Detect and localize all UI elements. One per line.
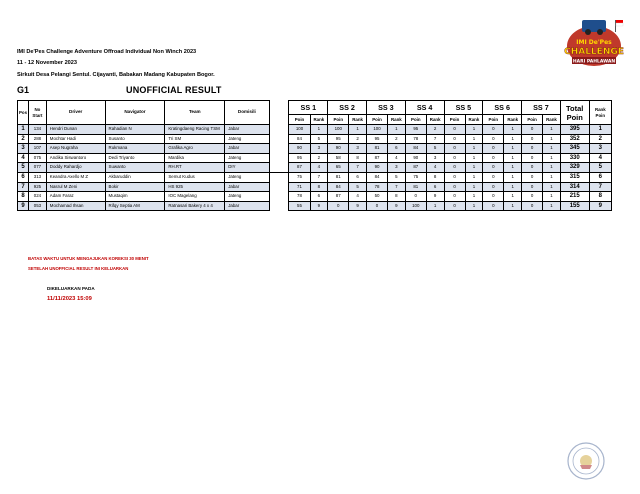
cell-ss-poin: 0 xyxy=(405,192,426,202)
cell-ss-rank: 1 xyxy=(504,144,522,154)
cell-ss-rank: 1 xyxy=(543,125,561,135)
cell-ss-rank: 4 xyxy=(426,163,444,173)
col-ss-2: SS 2 xyxy=(328,101,367,115)
col-total-poin: Total Poin xyxy=(560,101,589,125)
table-row xyxy=(18,144,612,154)
cell-ss-rank: 9 xyxy=(426,192,444,202)
cell-ss-poin: 90 xyxy=(328,144,349,154)
cell-navigator: Bokir xyxy=(105,182,165,192)
table-header xyxy=(18,101,612,125)
cell-ss-poin: 0 xyxy=(366,201,387,211)
row-gap xyxy=(269,125,289,135)
cell-team: Semut Kudus xyxy=(165,172,225,182)
event-venue: Sirkuit Desa Pelangi Sentul. Cijayanti, Babakan Madang Kabupaten Bogor. xyxy=(17,72,215,78)
cell-ss-rank: 1 xyxy=(543,201,561,211)
cell-no-start: 134 xyxy=(29,125,47,135)
row-gap xyxy=(269,153,289,163)
col-navigator: Navigator xyxy=(105,101,165,125)
cell-rank-poin: 9 xyxy=(589,201,611,211)
cell-domisili: Jabar xyxy=(225,125,269,135)
cell-ss-rank: 6 xyxy=(426,182,444,192)
cell-pos: 4 xyxy=(18,153,29,163)
cell-driver: Adam Faraz xyxy=(46,192,105,202)
cell-rank-poin: 8 xyxy=(589,192,611,202)
cell-navigator: Mustaqim xyxy=(105,192,165,202)
cell-ss-poin: 95 xyxy=(366,134,387,144)
col-ss-rank: Rank xyxy=(388,115,406,125)
col-ss-poin: Poin xyxy=(289,115,310,125)
cell-ss-rank: 8 xyxy=(388,192,406,202)
cell-ss-rank: 1 xyxy=(543,192,561,202)
cell-ss-poin: 87 xyxy=(405,163,426,173)
cell-ss-rank: 2 xyxy=(310,153,328,163)
col-domisili: Domisili xyxy=(225,101,269,125)
cell-ss-poin: 100 xyxy=(328,125,349,135)
cell-rank-poin: 1 xyxy=(589,125,611,135)
cell-ss-rank: 1 xyxy=(465,182,483,192)
cell-pos: 7 xyxy=(18,182,29,192)
header-gap xyxy=(269,101,289,125)
cell-ss-poin: 100 xyxy=(405,201,426,211)
issued-datetime: 11/11/2023 15:09 xyxy=(47,296,92,302)
cell-pos: 9 xyxy=(18,201,29,211)
row-gap xyxy=(269,163,289,173)
cell-ss-poin: 100 xyxy=(289,125,310,135)
cell-ss-poin: 75 xyxy=(289,172,310,182)
col-ss-rank: Rank xyxy=(465,115,483,125)
cell-team: HS 925 xyxy=(165,182,225,192)
col-rank-poin: Rank Poin xyxy=(589,101,611,125)
cell-ss-poin: 81 xyxy=(366,144,387,154)
col-ss-6: SS 6 xyxy=(483,101,522,115)
col-no-start: No Start xyxy=(29,101,47,125)
cell-pos: 5 xyxy=(18,163,29,173)
cell-team: Ratnasari Bakery 4 x 4 xyxy=(165,201,225,211)
cell-ss-rank: 1 xyxy=(465,201,483,211)
cell-ss-poin: 0 xyxy=(328,201,349,211)
cell-ss-rank: 1 xyxy=(465,153,483,163)
cell-ss-rank: 3 xyxy=(349,144,367,154)
cell-team: Grafika Agro xyxy=(165,144,225,154)
cell-ss-rank: 1 xyxy=(504,182,522,192)
col-ss-rank: Rank xyxy=(504,115,522,125)
cell-ss-rank: 1 xyxy=(465,144,483,154)
cell-pos: 3 xyxy=(18,144,29,154)
organizer-seal-icon xyxy=(566,441,606,481)
row-gap xyxy=(269,192,289,202)
col-ss-rank: Rank xyxy=(543,115,561,125)
cell-ss-poin: 0 xyxy=(522,172,543,182)
cell-ss-rank: 1 xyxy=(388,125,406,135)
cell-ss-poin: 90 xyxy=(405,153,426,163)
issued-label: DIKELUARKAN PADA xyxy=(47,286,95,291)
cell-ss-poin: 0 xyxy=(444,125,465,135)
cell-ss-poin: 55 xyxy=(289,201,310,211)
cell-ss-poin: 84 xyxy=(366,172,387,182)
cell-ss-rank: 7 xyxy=(349,163,367,173)
cell-ss-rank: 3 xyxy=(310,144,328,154)
row-gap xyxy=(269,201,289,211)
cell-ss-rank: 7 xyxy=(310,172,328,182)
cell-ss-poin: 0 xyxy=(444,201,465,211)
cell-ss-rank: 1 xyxy=(504,134,522,144)
cell-ss-rank: 1 xyxy=(504,192,522,202)
cell-ss-rank: 1 xyxy=(504,125,522,135)
correction-notice-2: SETELAH UNOFFICIAL RESULT INI KELUARKAN xyxy=(28,266,129,271)
table-row xyxy=(18,172,612,182)
event-date: 11 - 12 November 2023 xyxy=(17,60,78,66)
cell-ss-rank: 3 xyxy=(426,153,444,163)
cell-ss-rank: 8 xyxy=(426,172,444,182)
cell-navigator: Rukmana xyxy=(105,144,165,154)
col-ss-3: SS 3 xyxy=(366,101,405,115)
cell-ss-poin: 84 xyxy=(289,134,310,144)
cell-ss-rank: 1 xyxy=(465,192,483,202)
cell-ss-rank: 1 xyxy=(543,153,561,163)
cell-total-poin: 352 xyxy=(560,134,589,144)
cell-team: Tri SM xyxy=(165,134,225,144)
cell-team: RH.RT xyxy=(165,163,225,173)
correction-notice-1: BATAS WAKTU UNTUK MENGAJUKAN KOREKSI 30 MENIT xyxy=(28,256,149,261)
col-ss-4: SS 4 xyxy=(405,101,444,115)
col-pos: Pos xyxy=(18,101,29,125)
cell-ss-poin: 0 xyxy=(444,192,465,202)
cell-total-poin: 345 xyxy=(560,144,589,154)
row-gap xyxy=(269,134,289,144)
logo-main-text: CHALLENGE xyxy=(564,47,624,57)
cell-ss-rank: 9 xyxy=(388,201,406,211)
table-row xyxy=(18,163,612,173)
cell-ss-rank: 3 xyxy=(388,163,406,173)
table-row xyxy=(18,182,612,192)
col-ss-rank: Rank xyxy=(426,115,444,125)
cell-navigator: Rifqy Septia AM xyxy=(105,201,165,211)
logo-top-text: IMI De'Pes xyxy=(576,39,612,46)
cell-ss-poin: 78 xyxy=(405,134,426,144)
cell-domisili: Jateng xyxy=(225,172,269,182)
cell-ss-poin: 0 xyxy=(483,125,504,135)
table-body xyxy=(18,125,612,211)
group-label: G1 xyxy=(17,85,30,95)
cell-no-start: 107 xyxy=(29,144,47,154)
cell-ss-rank: 1 xyxy=(504,153,522,163)
cell-ss-poin: 84 xyxy=(328,182,349,192)
cell-ss-poin: 0 xyxy=(483,192,504,202)
col-ss-poin: Poin xyxy=(405,115,426,125)
cell-ss-rank: 9 xyxy=(310,201,328,211)
cell-ss-poin: 0 xyxy=(444,134,465,144)
cell-ss-rank: 1 xyxy=(543,182,561,192)
cell-ss-rank: 1 xyxy=(465,172,483,182)
cell-ss-rank: 1 xyxy=(504,201,522,211)
cell-ss-poin: 0 xyxy=(522,192,543,202)
cell-ss-rank: 1 xyxy=(465,125,483,135)
cell-ss-rank: 4 xyxy=(388,153,406,163)
cell-ss-rank: 5 xyxy=(310,134,328,144)
cell-ss-poin: 84 xyxy=(405,144,426,154)
cell-ss-poin: 0 xyxy=(483,201,504,211)
cell-domisili: DIY xyxy=(225,163,269,173)
cell-ss-poin: 58 xyxy=(328,153,349,163)
cell-ss-rank: 1 xyxy=(543,172,561,182)
cell-ss-poin: 95 xyxy=(405,125,426,135)
cell-total-poin: 155 xyxy=(560,201,589,211)
table-row xyxy=(18,153,612,163)
cell-ss-rank: 1 xyxy=(426,201,444,211)
cell-ss-rank: 5 xyxy=(426,144,444,154)
cell-ss-poin: 78 xyxy=(366,182,387,192)
cell-ss-rank: 2 xyxy=(349,134,367,144)
results-table xyxy=(17,100,612,211)
table-row xyxy=(18,134,612,144)
cell-navigator: Akbaruddin xyxy=(105,172,165,182)
cell-rank-poin: 4 xyxy=(589,153,611,163)
cell-navigator: Susanto xyxy=(105,134,165,144)
cell-navigator: Rahadian N xyxy=(105,125,165,135)
col-ss-rank: Rank xyxy=(349,115,367,125)
cell-driver: Doddy Rahardjo xyxy=(46,163,105,173)
cell-ss-rank: 1 xyxy=(543,144,561,154)
cell-ss-rank: 8 xyxy=(349,153,367,163)
header-row-ss xyxy=(18,101,612,115)
cell-team: Mardika xyxy=(165,153,225,163)
row-gap xyxy=(269,144,289,154)
cell-ss-poin: 95 xyxy=(289,153,310,163)
cell-ss-rank: 1 xyxy=(543,163,561,173)
cell-domisili: Jabar xyxy=(225,201,269,211)
cell-rank-poin: 2 xyxy=(589,134,611,144)
cell-ss-rank: 9 xyxy=(349,201,367,211)
cell-ss-poin: 0 xyxy=(522,134,543,144)
logo-sub-text: HARI PAHLAWAN xyxy=(572,59,616,65)
cell-ss-poin: 50 xyxy=(366,192,387,202)
cell-ss-poin: 0 xyxy=(483,134,504,144)
cell-ss-rank: 1 xyxy=(310,125,328,135)
cell-rank-poin: 5 xyxy=(589,163,611,173)
cell-ss-poin: 95 xyxy=(328,134,349,144)
cell-driver: Nasrul M Zeni xyxy=(46,182,105,192)
cell-domisili: Jateng xyxy=(225,192,269,202)
cell-ss-poin: 81 xyxy=(328,172,349,182)
cell-rank-poin: 7 xyxy=(589,182,611,192)
cell-ss-poin: 87 xyxy=(328,192,349,202)
cell-driver: Asep Nugraha xyxy=(46,144,105,154)
cell-ss-rank: 6 xyxy=(310,192,328,202)
cell-driver: Keandra Axello M Z xyxy=(46,172,105,182)
cell-domisili: Jateng xyxy=(225,134,269,144)
cell-pos: 8 xyxy=(18,192,29,202)
table-row xyxy=(18,125,612,135)
cell-ss-poin: 0 xyxy=(483,144,504,154)
col-ss-rank: Rank xyxy=(310,115,328,125)
cell-ss-poin: 0 xyxy=(444,144,465,154)
cell-rank-poin: 3 xyxy=(589,144,611,154)
cell-ss-poin: 0 xyxy=(483,163,504,173)
cell-ss-poin: 0 xyxy=(522,153,543,163)
cell-ss-rank: 1 xyxy=(465,163,483,173)
cell-ss-poin: 0 xyxy=(444,153,465,163)
cell-ss-rank: 8 xyxy=(310,182,328,192)
cell-ss-poin: 87 xyxy=(289,163,310,173)
cell-ss-rank: 2 xyxy=(426,125,444,135)
cell-total-poin: 329 xyxy=(560,163,589,173)
cell-driver: Hendri Dunan xyxy=(46,125,105,135)
result-title: UNOFFICIAL RESULT xyxy=(126,85,222,95)
cell-ss-poin: 0 xyxy=(483,172,504,182)
cell-domisili: Jateng xyxy=(225,153,269,163)
cell-no-start: 925 xyxy=(29,182,47,192)
col-ss-1: SS 1 xyxy=(289,101,328,115)
table-row xyxy=(18,192,612,202)
event-logo xyxy=(562,14,628,80)
cell-ss-rank: 5 xyxy=(388,172,406,182)
cell-ss-rank: 4 xyxy=(349,192,367,202)
cell-total-poin: 314 xyxy=(560,182,589,192)
cell-ss-rank: 5 xyxy=(349,182,367,192)
cell-domisili: Jabar xyxy=(225,144,269,154)
cell-ss-poin: 0 xyxy=(522,125,543,135)
cell-no-start: 288 xyxy=(29,134,47,144)
cell-rank-poin: 6 xyxy=(589,172,611,182)
cell-no-start: 075 xyxy=(29,153,47,163)
cell-ss-poin: 90 xyxy=(366,163,387,173)
event-title: IMI De'Pes Challenge Adventure Offroad Individual Non Winch 2023 xyxy=(17,49,197,55)
cell-navigator: Suwanto xyxy=(105,163,165,173)
cell-ss-poin: 0 xyxy=(444,163,465,173)
cell-ss-rank: 7 xyxy=(426,134,444,144)
cell-total-poin: 330 xyxy=(560,153,589,163)
cell-ss-rank: 1 xyxy=(465,134,483,144)
cell-pos: 6 xyxy=(18,172,29,182)
cell-ss-rank: 2 xyxy=(388,134,406,144)
cell-total-poin: 315 xyxy=(560,172,589,182)
cell-team: Kratingdaeng Racing TSM xyxy=(165,125,225,135)
cell-no-start: 077 xyxy=(29,163,47,173)
cell-pos: 2 xyxy=(18,134,29,144)
row-gap xyxy=(269,182,289,192)
col-ss-poin: Poin xyxy=(522,115,543,125)
cell-team: IOC Magelang xyxy=(165,192,225,202)
row-gap xyxy=(269,172,289,182)
cell-ss-poin: 78 xyxy=(289,192,310,202)
col-ss-poin: Poin xyxy=(328,115,349,125)
cell-driver: Mochtar Hadi xyxy=(46,134,105,144)
cell-ss-poin: 0 xyxy=(444,182,465,192)
cell-ss-poin: 65 xyxy=(328,163,349,173)
cell-ss-poin: 71 xyxy=(289,182,310,192)
cell-ss-poin: 0 xyxy=(444,172,465,182)
cell-ss-poin: 87 xyxy=(366,153,387,163)
table-row xyxy=(18,201,612,211)
col-ss-poin: Poin xyxy=(483,115,504,125)
col-team: Team xyxy=(165,101,225,125)
cell-ss-poin: 0 xyxy=(522,201,543,211)
col-ss-7: SS 7 xyxy=(522,101,561,115)
cell-domisili: Jabar xyxy=(225,182,269,192)
cell-ss-poin: 75 xyxy=(405,172,426,182)
cell-ss-rank: 1 xyxy=(504,172,522,182)
col-ss-poin: Poin xyxy=(444,115,465,125)
col-ss-poin: Poin xyxy=(366,115,387,125)
cell-ss-poin: 0 xyxy=(483,182,504,192)
cell-ss-rank: 6 xyxy=(349,172,367,182)
cell-no-start: 053 xyxy=(29,201,47,211)
cell-pos: 1 xyxy=(18,125,29,135)
cell-ss-poin: 0 xyxy=(522,163,543,173)
cell-navigator: Dedi Triyanto xyxy=(105,153,165,163)
cell-ss-poin: 0 xyxy=(522,182,543,192)
cell-driver: Andika Siswantoro xyxy=(46,153,105,163)
cell-driver: Mochamad Ihsan xyxy=(46,201,105,211)
cell-no-start: 024 xyxy=(29,192,47,202)
cell-no-start: 313 xyxy=(29,172,47,182)
cell-ss-poin: 0 xyxy=(483,153,504,163)
cell-ss-rank: 1 xyxy=(349,125,367,135)
cell-ss-rank: 1 xyxy=(543,134,561,144)
cell-ss-poin: 90 xyxy=(289,144,310,154)
cell-ss-poin: 100 xyxy=(366,125,387,135)
cell-total-poin: 395 xyxy=(560,125,589,135)
cell-ss-rank: 1 xyxy=(504,163,522,173)
cell-ss-poin: 81 xyxy=(405,182,426,192)
cell-ss-rank: 4 xyxy=(310,163,328,173)
cell-ss-poin: 0 xyxy=(522,144,543,154)
cell-total-poin: 215 xyxy=(560,192,589,202)
col-ss-5: SS 5 xyxy=(444,101,483,115)
cell-ss-rank: 6 xyxy=(388,144,406,154)
cell-ss-rank: 7 xyxy=(388,182,406,192)
col-driver: Driver xyxy=(46,101,105,125)
